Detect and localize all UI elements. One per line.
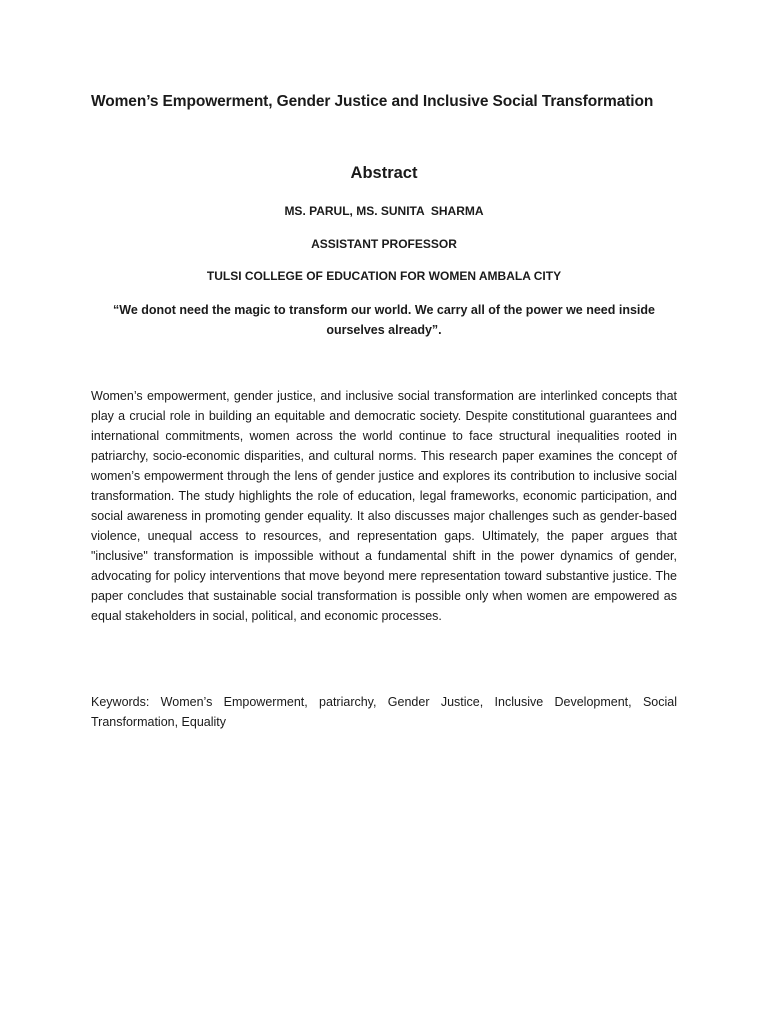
institution-line: TULSI COLLEGE OF EDUCATION FOR WOMEN AMBALA CITY [206, 269, 562, 283]
abstract-body: Women’s empowerment, gender justice, and inclusive social transformation are interlinked concepts that play a crucial role in building an equitable and democratic society. Despite constitutional guarantees and international commitments, women across the world continue to face structural inequalities rooted in patriarchy, socio-economic disparities, and cultural norms. This research paper examines the concept of women’s empowerment through the lens of gender justice and explores its contribution to inclusive social transformation. The study highlights the role of education, legal frameworks, economic participation, and social awareness in promoting gender equality. It also discusses major challenges such as gender-based violence, unequal access to resources, and representation gaps. Ultimately, the paper argues that "inclusive" transformation is impossible without a fundamental shift in the power dynamics of gender, advocating for policy interventions that move beyond mere representation toward substantive justice. The paper concludes that sustainable social transformation is possible only when women are empowered as equal stakeholders in social, political, and economic processes. [91, 389, 677, 623]
keywords-line: Keywords: Women’s Empowerment, patriarchy, Gender Justice, Inclusive Development, Social Transformation, Equality [91, 695, 677, 729]
authors-line: MS. PARUL, MS. SUNITA SHARMA [284, 204, 484, 218]
abstract-heading: Abstract [350, 164, 418, 182]
paper-title: Women’s Empowerment, Gender Justice and Inclusive Social Transformation [91, 93, 654, 110]
epigraph-quote: “We donot need the magic to transform our world. We carry all of the power we need inside ourselves already”. [113, 303, 655, 337]
designation-line: ASSISTANT PROFESSOR [311, 237, 457, 251]
